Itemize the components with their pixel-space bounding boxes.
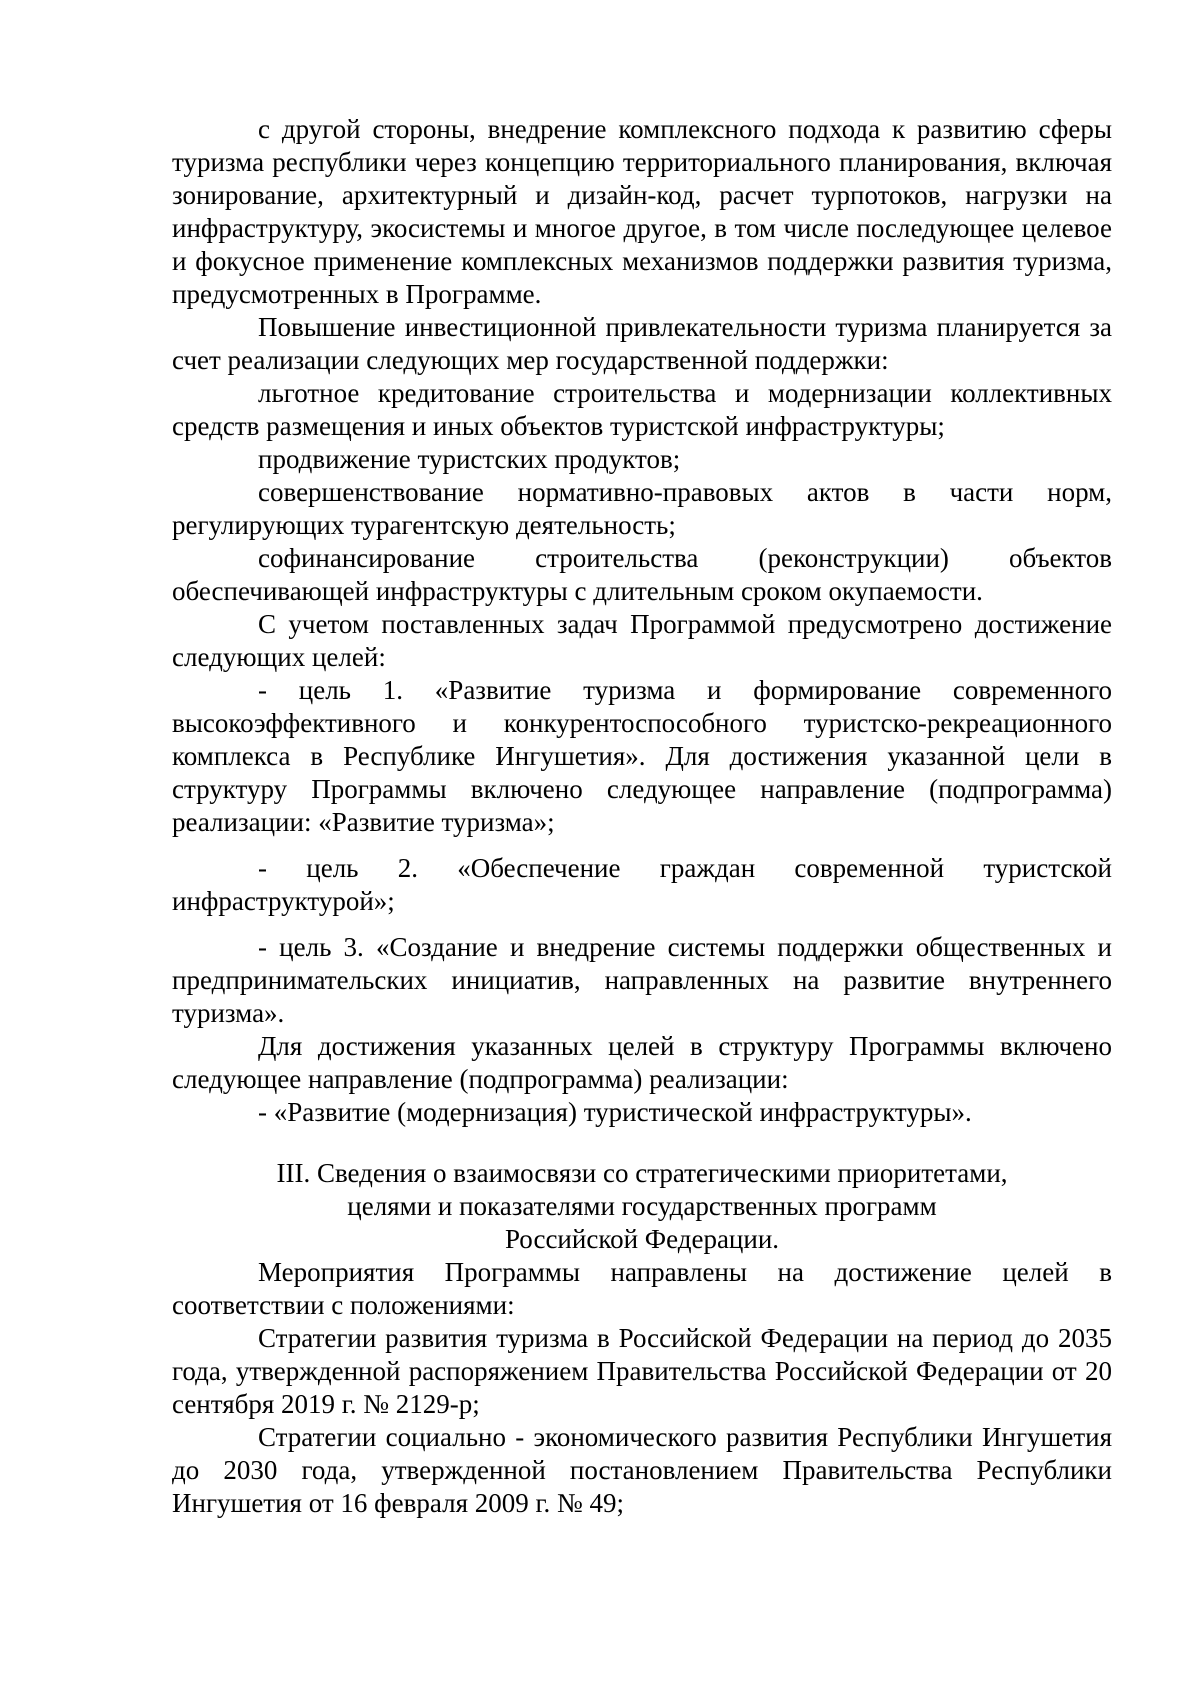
section-heading-line-3: Российской Федерации.: [504, 1224, 780, 1254]
paragraph-investment-attractiveness: Повышение инвестиционной привлекательности туризма планируется за счет реализации следующих мер государственной поддержки:: [172, 312, 1112, 375]
paragraph-regulatory-improvement: совершенствование нормативно-правовых актов в части норм, регулирующих турагентскую деятельность;: [172, 477, 1112, 540]
paragraph-federal-strategy: Стратегии развития туризма в Российской Федерации на период до 2035 года, утвержденной распоряжением Правительства Российской Федерации от 20 сентября 2019 г. № 2129-р;: [172, 1323, 1112, 1419]
paragraph-goal-2: - цель 2. «Обеспечение граждан современной туристской инфраструктурой»;: [172, 853, 1112, 916]
paragraph-measures-intro: Мероприятия Программы направлены на достижение целей в соответствии с положениями:: [172, 1257, 1112, 1320]
paragraph-goal-3: - цель 3. «Создание и внедрение системы поддержки общественных и предпринимательских инициатив, направленных на развитие внутреннего туризма».: [172, 932, 1112, 1028]
section-heading-line-2: целями и показателями государственных программ: [347, 1191, 937, 1221]
paragraph-cofinancing: софинансирование строительства (реконструкции) объектов обеспечивающей инфраструктуры с длительным сроком окупаемости.: [172, 543, 1112, 606]
paragraph-subprogram-intro: Для достижения указанных целей в структуру Программы включено следующее направление (подпрограмма) реализации:: [172, 1031, 1112, 1094]
section-heading-line-1: III. Сведения о взаимосвязи со стратегическими приоритетами,: [276, 1158, 1008, 1188]
document-page: [172, 113, 1112, 1520]
paragraph-goal-1: - цель 1. «Развитие туризма и формирование современного высокоэффективного и конкурентоспособного туристско-рекреационного комплекса в Республике Ингушетия». Для достижения указанной цели в структуру Программы включено следующее направление (подпрограмма) реализации: «Развитие туризма»;: [172, 675, 1112, 837]
paragraph-subprogram-item: - «Развитие (модернизация) туристической инфраструктуры».: [258, 1097, 972, 1127]
section-heading: [172, 1157, 1112, 1256]
paragraph-preferential-lending: льготное кредитование строительства и модернизации коллективных средств размещения и иных объектов туристской инфраструктуры;: [172, 378, 1112, 441]
paragraph-product-promotion: продвижение туристских продуктов;: [258, 444, 681, 474]
paragraph-goals-intro: С учетом поставленных задач Программой предусмотрено достижение следующих целей:: [172, 609, 1112, 672]
paragraph-regional-strategy: Стратегии социально - экономического развития Республики Ингушетия до 2030 года, утвержденной постановлением Правительства Республики Ингушетия от 16 февраля 2009 г. № 49;: [172, 1422, 1112, 1518]
paragraph-territorial-planning: с другой стороны, внедрение комплексного подхода к развитию сферы туризма республики через концепцию территориального планирования, включая зонирование, архитектурный и дизайн-код, расчет турпотоков, нагрузки на инфраструктуру, экосистемы и многое другое, в том числе последующее целевое и фокусное применение комплексных механизмов поддержки развития туризма, предусмотренных в Программе.: [172, 114, 1112, 309]
